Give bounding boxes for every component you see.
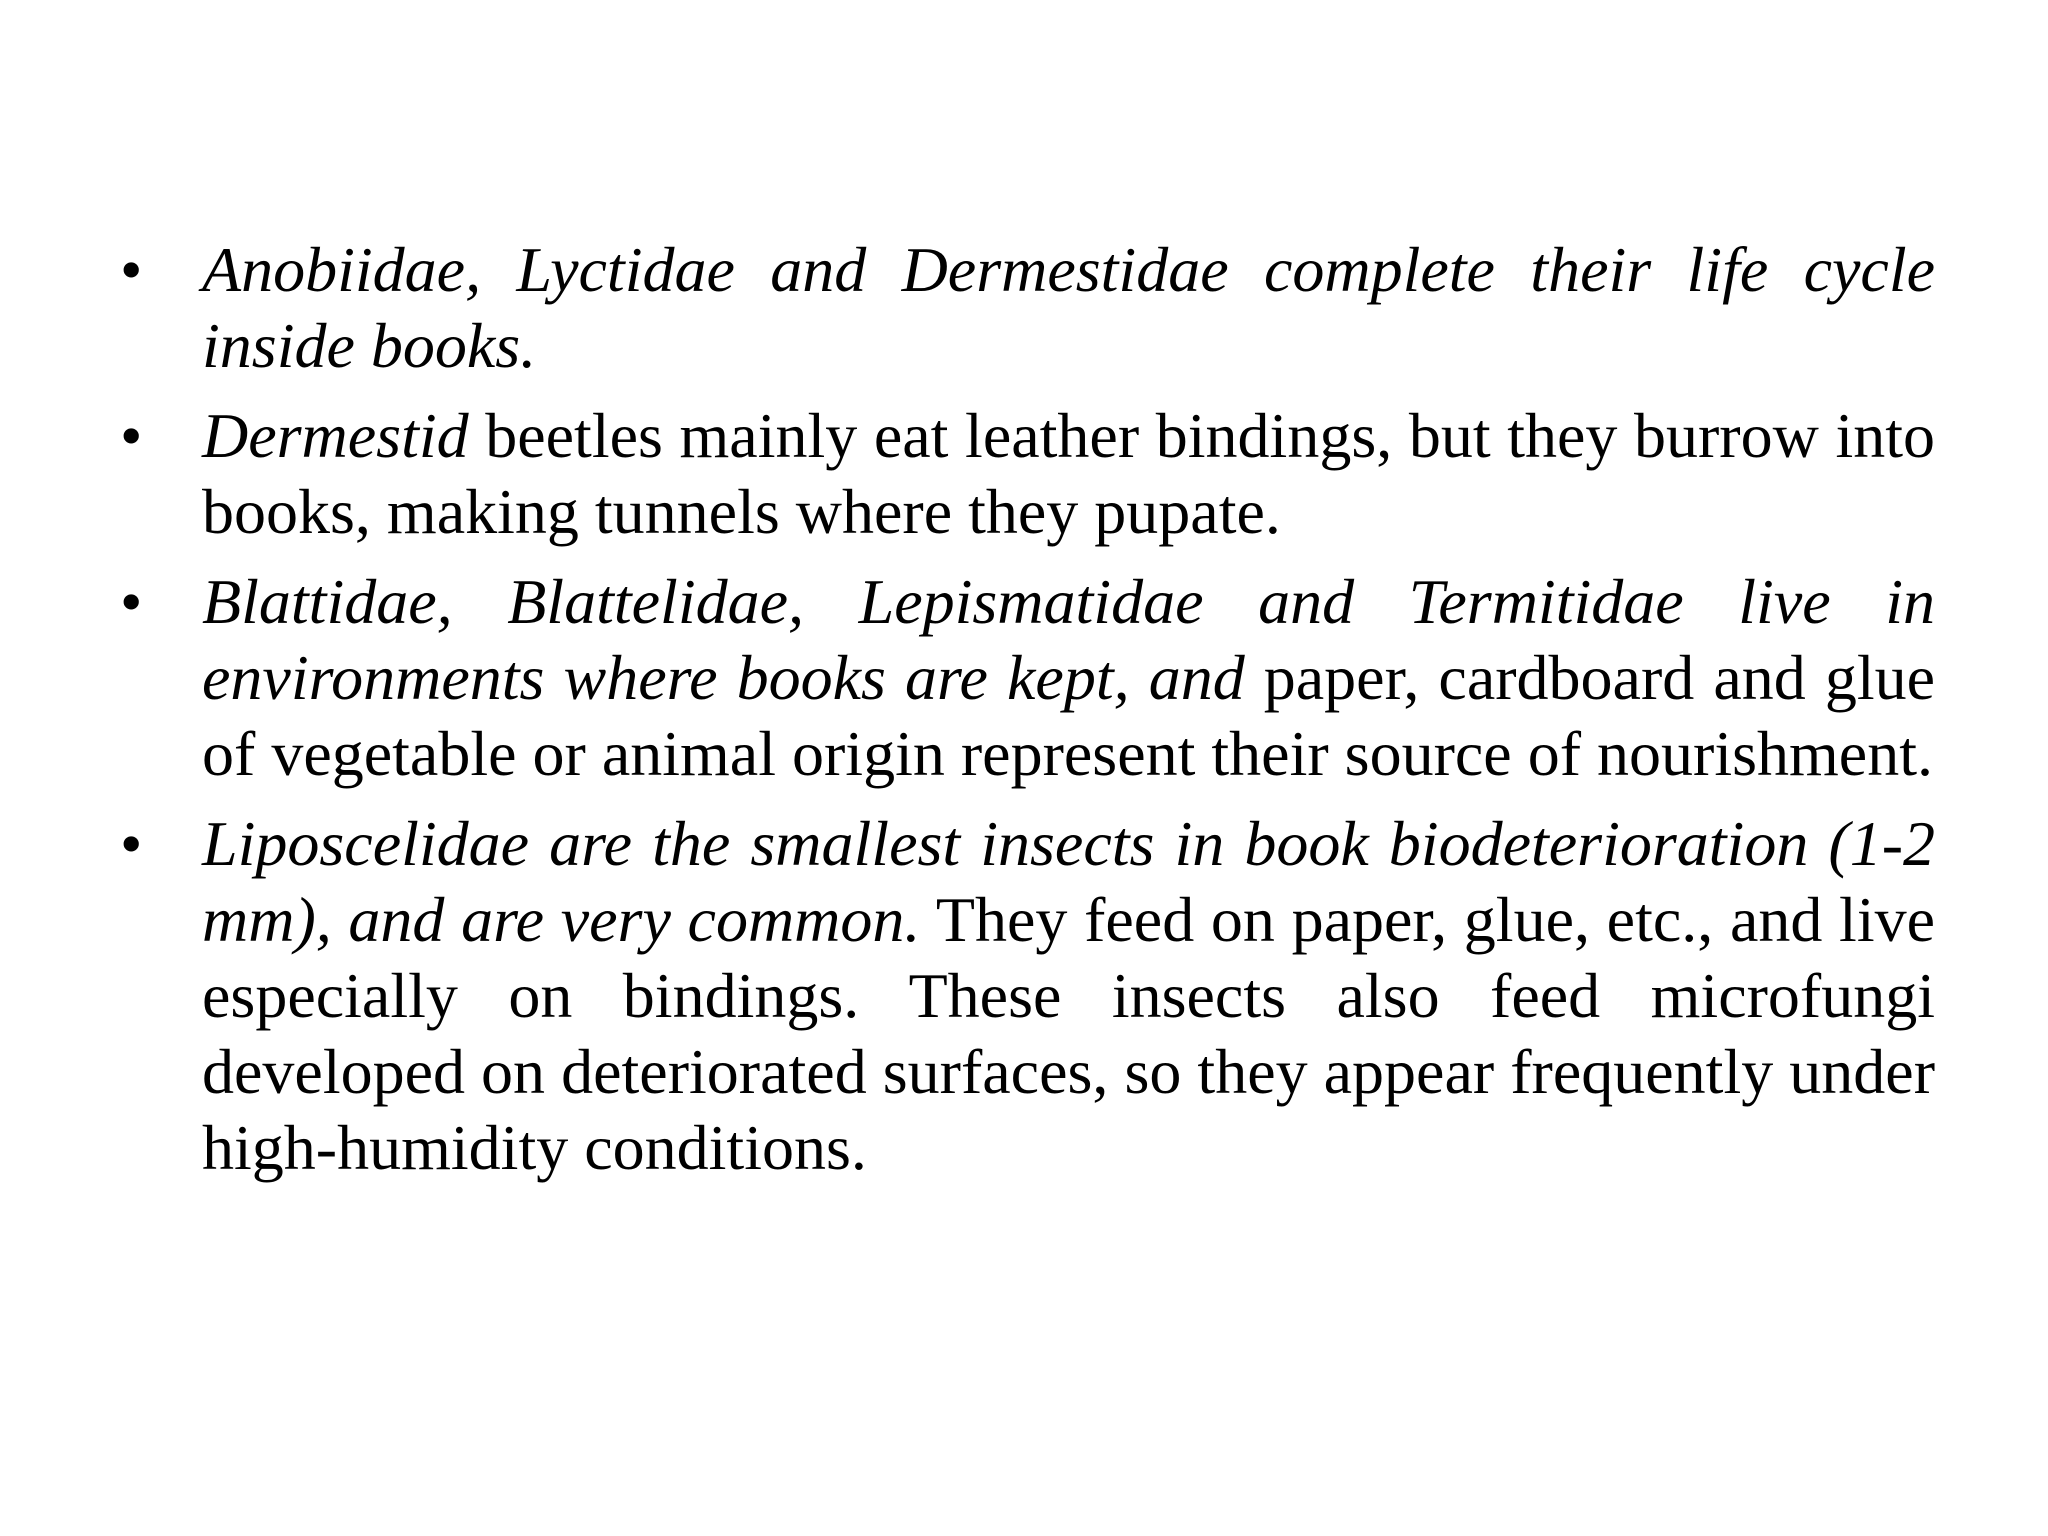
bullet-text-italic: Blattidae, Blattelidae, Lepismatidae and Termitidae live in environments where books are kept, and — [202, 566, 1935, 713]
bullet-text-italic: Anobiidae, Lyctidae and Dermestidae complete their life cycle inside books. — [202, 234, 1935, 381]
bullet-item-1 — [120, 232, 1935, 384]
bullet-item-3 — [120, 564, 1935, 792]
bullet-marker: • — [120, 566, 143, 637]
bullet-text: beetles mainly eat leather bindings, but they burrow into books, making tunnels where they pupate. — [202, 400, 1935, 547]
bullet-marker: • — [120, 234, 143, 305]
bullet-marker: • — [120, 808, 143, 879]
bullet-text-italic: Liposcelidae are the smallest insects in book biodeterioration (1-2 mm), and are very common. — [202, 808, 1935, 955]
bullet-marker: • — [120, 400, 143, 471]
bullet-item-4 — [120, 806, 1935, 1186]
bullet-text: They feed on paper, glue, etc., and live especially on bindings. These insects also feed microfungi developed on deteriorated surfaces, so they appear frequently under high-humidity conditions. — [202, 884, 1935, 1183]
bullet-text-italic: Dermestid — [202, 400, 469, 471]
bullet-item-2 — [120, 398, 1935, 550]
bullet-text: paper, cardboard and glue of vegetable or animal origin represent their source of nourishment. — [202, 642, 1936, 789]
bullet-list — [120, 232, 1935, 1200]
